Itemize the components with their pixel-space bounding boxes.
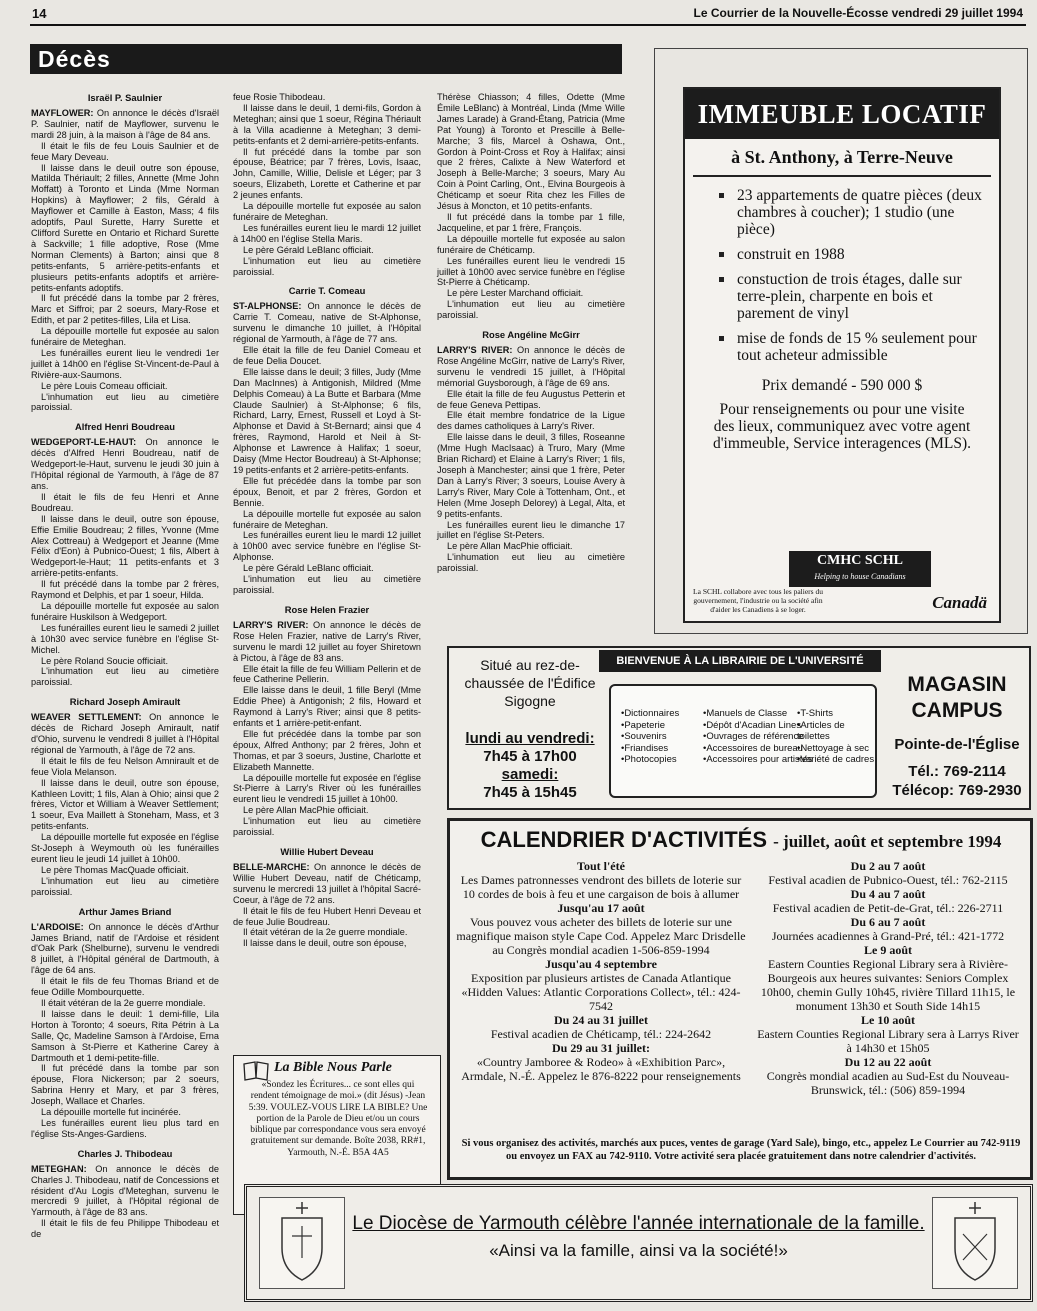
obituary-paragraph: Elle était la fille de feu Augustus Petterin et de feue Geneva Pettipas.: [437, 388, 625, 410]
magasin-campus-title: MAGASIN CAMPUS: [907, 673, 1007, 722]
weekday-label: lundi au vendredi:: [465, 730, 595, 747]
obituary-place: WEDGEPORT-LE-HAUT:: [31, 437, 137, 448]
obituary-paragraph: Il fut précédé dans la tombe par 1 fille, Jacqueline, et par 1 frère, François.: [437, 211, 625, 233]
bible-text: «Sondez les Écritures... ce sont elles qui rendent témoignage de moi.» (dit Jésus) -Jean 5:39. VOULEZ-VOUS LIRE LA BIBLE? Une portion de la Parole de Dieu et/ou un cours biblique par correspondance vous sera envoyé gratuitement sur demande. Boîte 2038, RR#1, Yarmouth, N.-É. B5A 4A5: [248, 1080, 428, 1158]
ad-divider: [693, 175, 991, 177]
obituary-paragraph: Il laisse dans le deuil, outre son épouse,: [243, 938, 407, 949]
obituary-place: LARRY'S RIVER:: [437, 345, 513, 356]
product-item: •Dictionnaires: [621, 708, 680, 719]
product-item: •Friandises: [621, 742, 669, 754]
event-description: Eastern Counties Regional Library sera à Rivière-Bourgeois aux heures suivantes: Seniors Complex 10h00, chemin Gully 10h45, rivière Tillard 11h15, le monument 13h30 et South Side 14h15: [760, 957, 1016, 1013]
obituary-paragraph: Le père Louis Comeau officiait.: [41, 380, 168, 391]
obituary-paragraph: Elle fut précédée dans la tombe par son époux, Benoit, et par 2 frères, Gordon et Bennie.: [233, 475, 421, 508]
obituary-paragraph: Il laisse dans le deuil outre son épouse, Matilda Thériault; 2 filles, Annette (Mme John Moffatt) à Toronto et Linda (Mme Norman Hopkins) à Mayflower; 2 fils, Gérald à Mayflower et Camille à Easton, Mass; 4 fils adoptifs, Paul Surette, Harry Surette et Clifford Surette en Ontario et Richard Surette à Sackville; 1 fille adoptive, Rose (Mme Norman Clements) à Barton; ainsi que 8 petits-enfants, 5 arrière-petits-enfants et plusieurs petits-enfants adoptifs et arrière-petits-enfants adoptifs.: [31, 162, 219, 293]
obituary-name: Willie Hubert Deveau: [280, 846, 374, 857]
obituary-paragraph: Elle fut précédée dans la tombe par son époux, Alfred Anthony; par 2 frères, John et Thomas, et par 3 soeurs, Justine, Charlotte et Elizabeth Mannette.: [233, 728, 421, 772]
ad-bullet: 23 appartements de quatre pièces (deux chambres à coucher); 1 studio (une pièce): [715, 187, 985, 238]
obituary-paragraph: Le père Gérald LeBlanc officiait.: [243, 244, 374, 255]
open-bible-icon: [242, 1060, 270, 1082]
event-date: Tout l'été: [577, 859, 625, 873]
ad-bullet: constuction de trois étages, dalle sur terre-plein, charpente en bois et parement de vinyl: [715, 271, 985, 322]
open-book-illustration: [609, 684, 877, 798]
obituary-paragraph: L'inhumation eut lieu au cimetière paroissial.: [437, 299, 625, 321]
section-title: Décès: [38, 46, 111, 72]
top-rule: [30, 24, 1026, 26]
immeuble-locatif-ad: [654, 48, 1028, 634]
event-description: Congrès mondial acadien au Sud-Est du Nouveau-Brunswick, tél.: (506) 859-1994: [766, 1069, 1010, 1097]
diocese-title: Le Diocèse de Yarmouth célèbre l'année internationale de la famille.: [352, 1213, 925, 1234]
event-date: Jusqu'au 17 août: [557, 901, 645, 915]
store-hours: [459, 730, 601, 802]
canada-wordmark: Canadä: [932, 593, 987, 612]
obituary-paragraph: Elle était la fille de feu Daniel Comeau et de feue Delia Doucet.: [233, 345, 421, 366]
obituary-paragraph: Elle laisse dans le deuil, 3 filles, Roseanne (Mme Hugh MacIsaac) à Truro, Mary (Mme Brian Richard) et Elaine à Larry's River; 1 fils, Joseph à Manchester; ainsi que 1 frère, Peter Dan à Larry's River; 3 soeurs, Louise Avery à Larry's River, Mary Cole à Tottenham, Ont., et Helen (Mme Joseph Delorey) à Legal, Alta, et 9 petits-enfants.: [437, 432, 625, 519]
obituary-paragraph: Elle était la fille de feu William Pellerin et de feue Catherine Pellerin.: [233, 663, 421, 685]
ad-subtitle: à St. Anthony, à Terre-Neuve: [731, 147, 953, 167]
obituary-paragraph: Le père Allan MacPhie officiait.: [447, 541, 573, 552]
event-date: Le 10 août: [861, 1013, 915, 1027]
product-item: •Souvenirs: [621, 731, 667, 742]
product-item: •Variété de cadres: [797, 754, 875, 765]
obituary-place: L'ARDOISE:: [31, 921, 84, 932]
obituary-paragraph: Il était vétéran de la 2e guerre mondiale.: [243, 927, 408, 938]
calendar-period: - juillet, août et septembre 1994: [773, 832, 1002, 851]
obituary-paragraph: Les funérailles eurent lieu le dimanche 17 juillet en l'église St-Peters.: [437, 519, 625, 541]
obituary-paragraph: L'inhumation eut lieu au cimetière paroissial.: [437, 552, 625, 574]
store-phones: [885, 762, 1029, 800]
cmhc-logo: [789, 551, 931, 587]
cmhc-wordmark: CMHC SCHL: [817, 553, 903, 568]
obituary-place: WEAVER SETTLEMENT:: [31, 712, 142, 723]
obituary-paragraph: Il laisse dans le deuil, 1 demi-fils, Gordon à Meteghan; ainsi que 1 soeur, Régina Thériault à la Villa acadienne à Meteghan; 3 demi-petits-enfants et 2 demi-arrière-petits-enfants.: [233, 102, 421, 146]
event-description: Festival acadien de Pubnico-Ouest, tél.: 762-2115: [768, 873, 1008, 887]
ad-bullet: construit en 1988: [715, 246, 985, 263]
product-list-a: [621, 708, 679, 766]
obituary-paragraph: Les funérailles eurent lieu le mardi 12 juillet à 10h00 avec service funèbre en l'église St-Alphonse.: [233, 530, 421, 563]
event-date: Du 6 au 7 août: [850, 915, 926, 929]
obituary-paragraph: ST-ALPHONSE: On annonce le décès de Carrie T. Comeau, native de St-Alphonse, survenu le dimanche 10 juillet, à l'Hôpital régional de Yarmouth, à l'âge de 77 ans.: [233, 301, 421, 345]
product-item: •Dépôt d'Acadian Lines: [703, 719, 802, 731]
ad-price: Prix demandé - 590 000 $: [761, 377, 923, 394]
diocese-banner: [244, 1184, 1033, 1302]
obituary-paragraph: WEDGEPORT-LE-HAUT: On annonce le décès d'Alfred Henri Boudreau, natif de Wedgeport-le-Haut, survenu le jeudi 30 juin à l'Hôpital régional de Yarmouth, à l'âge de 87 ans.: [31, 437, 219, 491]
section-bar: [30, 44, 622, 74]
saturday-hours: 7h45 à 15h45: [483, 784, 577, 801]
obituary-paragraph: Il fut précédé dans la tombe par son épouse, Béatrice; par 7 frères, Lovis, Isaac, John, Camille, Willie, Delisle et Léger; par 3 soeurs, Elizabeth, Lorette et Catherine et par 2 jeunes enfants.: [233, 146, 421, 201]
coat-of-arms-icon: [932, 1197, 1018, 1289]
schl-note: La SCHL collabore avec tous les paliers du gouvernement, l'industrie ou la société afin d'aider les Canadiens à se loger.: [693, 587, 823, 614]
cmhc-tagline: Helping to house Canadians: [814, 572, 906, 581]
obituary-paragraph: Le père Roland Soucie officiait.: [41, 655, 169, 666]
calendar-note: Si vous organisez des activités, marchés aux puces, ventes de garage (Yard Sale), bingo, etc., appelez Le Courrier au 742-9119 ou envoyez un FAX au 742-9110. Votre activité sera placée gratuitement dans notre calendrier d'activités.: [461, 1138, 1021, 1162]
obituary-paragraph: La dépouille mortelle fut exposée au salon funéraire Huskilson à Wedgeport.: [31, 600, 219, 622]
event-description: «Country Jamboree & Rodeo» à «Exhibition Parc», Armdale, N.-É. Appelez le 876-8222 pour renseignements: [461, 1055, 741, 1083]
obituary-column-3: [437, 92, 625, 574]
phone-number: Tél.: 769-2114: [908, 763, 1006, 780]
obituary-place: ST-ALPHONSE:: [233, 301, 302, 312]
store-address: Pointe-de-l'Église: [894, 736, 1020, 753]
obituary-name: Alfred Henri Boudreau: [74, 421, 175, 433]
product-item: •Manuels de Classe: [703, 708, 788, 719]
librairie-banner: BIENVENUE À LA LIBRAIRIE DE L'UNIVERSITÉ: [599, 650, 881, 672]
ad-bullet-list: [715, 187, 985, 372]
obituary-paragraph: MAYFLOWER: On annonce le décès d'Israël P. Saulnier, natif de Mayflower, survenu le mardi 28 juin, à la maison à l'âge de 84 ans.: [31, 108, 219, 140]
store-location: Situé au rez-de-chaussée de l'Édifice Sigogne: [464, 657, 596, 709]
obituary-place: BELLE-MARCHE:: [233, 862, 310, 872]
obituary-paragraph: La dépouille mortelle fut incinérée.: [41, 1107, 181, 1118]
ad-frame: [683, 87, 1001, 623]
obituary-column-2: [233, 92, 421, 949]
diocese-slogan: «Ainsi va la famille, ainsi va la société!»: [489, 1241, 788, 1260]
event-date: Du 2 au 7 août: [850, 859, 926, 873]
event-description: Festival acadien de Chéticamp, tél.: 224-2642: [490, 1027, 712, 1041]
obituary-paragraph: La dépouille mortelle fut exposée au salon funéraire de Meteghan.: [233, 508, 421, 530]
obituary-paragraph: Le père Lester Marchand officiait.: [447, 288, 584, 299]
obituary-place: MAYFLOWER:: [31, 108, 94, 118]
product-item: •Accessoires pour artistes: [703, 754, 813, 765]
obituary-paragraph: Elle était membre fondatrice de la Ligue des dames catholiques à Larry's River.: [437, 410, 625, 432]
product-item: •Nettoyage à sec: [797, 742, 869, 754]
obituary-paragraph: La dépouille mortelle fut exposée en l'église St-Pierre à Larry's River où les funérailles eurent lieu le vendredi 15 juillet à 10h00.: [233, 772, 421, 805]
obituary-paragraph: Il laisse dans le deuil, outre son épouse, Effie Emilie Boudreau; 2 filles, Yvonne (Mme Alex Cottreau) à Wedgeport et Jeanne (Mme Félix d'Eon) à Pubnico-Ouest; 1 fils, Albert à Wedgeport-le-Haut; 11 petits-enfants et 3 arrière-petits-enfants.: [31, 513, 219, 579]
obituary-paragraph: L'ARDOISE: On annonce le décès d'Arthur James Briand, natif de l'Ardoise et résident d'Oak Park (Shelburne), survenu le vendredi 8 juillet, à l'Hôpital général de Dartmouth, à l'âge de 64 ans.: [31, 921, 219, 976]
obituary-paragraph: BELLE-MARCHE: On annonce le décès de Willie Hubert Deveau, natif de Chéticamp, survenu le mercredi 13 juillet à l'hôpital Sacré-Coeur, à l'âge de 72 ans.: [233, 862, 421, 905]
weekday-hours: 7h45 à 17h00: [483, 748, 577, 765]
obituary-paragraph: METEGHAN: On annonce le décès de Charles J. Thibodeau, natif de Concessions et résident d'Au Logis d'Meteghan, survenu le mercredi 9 juillet, à l'Hôpital régional de Yarmouth, à l'âge de 83 ans.: [31, 1163, 219, 1218]
obituary-paragraph: Il était le fils de feu Louis Saulnier et de feue Mary Deveau.: [31, 140, 219, 162]
obituary-paragraph: LARRY'S RIVER: On annonce le décès de Rose Angéline McGirr, native de Larry's River, survenu le vendredi 15 juillet, à l'Hôpital mémorial Guysborough, à l'âge de 69 ans.: [437, 345, 625, 388]
obituary-paragraph: Il était le fils de feu Hubert Henri Deveau et de feue Julie Boudreau.: [233, 905, 421, 927]
obituary-paragraph: LARRY'S RIVER: On annonce le décès de Rose Helen Frazier, native de Larry's River, survenu le mardi 12 juillet au foyer Shiretown à Pictou, à l'âge de 83 ans.: [233, 619, 421, 663]
obituary-name: Charles J. Thibodeau: [77, 1147, 173, 1159]
event-description: Vous pouvez vous acheter des billets de loterie sur une magnifique maison style Cape Cod. Appelez Marc Drisdelle au Congrès mondial acadien 1-506-859-1994: [456, 915, 746, 957]
obituary-paragraph: Le père Allan MacPhie officiait.: [243, 805, 369, 816]
obituary-paragraph: Il fut précédé dans la tombe par 2 frères, Marc et Siffroi; par 2 soeurs, Mary-Rose et Edith, et par 2 petites-filles, Lila et Lisa.: [31, 293, 219, 326]
obituary-name: Israël P. Saulnier: [87, 92, 163, 103]
obituary-paragraph: L'inhumation eut lieu au cimetière paroissial.: [233, 816, 421, 838]
page-number: 14: [32, 6, 47, 21]
librairie-ad: [447, 646, 1031, 810]
obituary-paragraph: Il laisse dans le deuil, outre son épouse, Kathleen Lovitt; 1 fils, Alan à Ohio; ainsi que 2 frères, Victor et William à Weaver Settlement; 1 soeur, Eva Maillett à Stoneham, Mass, et 3 petits-enfants.: [31, 777, 219, 832]
obituary-paragraph: La dépouille mortelle fut exposée au salon funéraire de Chéticamp.: [437, 233, 625, 255]
obituary-paragraph: Il était le fils de feu Henri et Anne Boudreau.: [31, 491, 219, 513]
obituary-paragraph: L'inhumation eut lieu au cimetière paroissial.: [233, 574, 421, 595]
obituary-paragraph: Le père Thomas MacQuade officiait.: [41, 864, 189, 875]
obituary-paragraph: Il fut précédé dans la tombe par 2 frères, Raymond et Delphis, et par 1 soeur, Hilda.: [31, 579, 219, 601]
event-date: Du 24 au 31 juillet: [553, 1013, 648, 1027]
masthead: Le Courrier de la Nouvelle-Écosse vendredi 29 juillet 1994: [693, 6, 1023, 20]
obituary-name: Richard Joseph Amirault: [69, 696, 181, 708]
ad-title: IMMEUBLE LOCATIF: [685, 89, 999, 139]
bible-title: La Bible Nous Parle: [274, 1060, 392, 1075]
obituary-paragraph: La dépouille mortelle fut exposée en l'église St-Joseph à Weymouth où les funérailles eurent lieu le jeudi 14 juillet à 10h00.: [31, 832, 219, 864]
event-date: Jusqu'au 4 septembre: [545, 957, 657, 971]
obituary-paragraph: Il était le fils de feu Thomas Briand et de feue Odille Mombourquette.: [31, 976, 219, 998]
fax-number: Télécop: 769-2930: [892, 782, 1022, 799]
obituary-paragraph: L'inhumation eut lieu au cimetière paroissial.: [31, 666, 219, 688]
product-item: •Ouvrages de référence: [703, 731, 804, 742]
obituary-paragraph: L'inhumation eut lieu au cimetière paroissial.: [31, 875, 219, 897]
obituary-paragraph: Il était le fils de feu Philippe Thibodeau et de: [31, 1218, 219, 1240]
product-item: •Articles de toilettes: [797, 719, 845, 742]
obituary-place: METEGHAN:: [31, 1163, 87, 1174]
obituary-paragraph: feue Rosie Thibodeau.: [233, 92, 326, 102]
event-date: Du 12 au 22 août: [844, 1055, 932, 1069]
ad-contact: Pour renseignements ou pour une visite des lieux, communiquez avec votre agent d'immeuble, Service interagences (MLS).: [712, 401, 972, 452]
obituary-paragraph: Les funérailles eurent lieu le vendredi 15 juillet à 10h00 avec service funèbre en l'église St-Pierre à Chéticamp.: [437, 255, 625, 288]
obituary-paragraph: La dépouille mortelle fut exposée au salon funéraire de Meteghan.: [31, 326, 219, 348]
event-description: Les Dames patronnesses vendront des billets de loterie sur 10 cordes de bois à feu et une cargaison de bois à allumer: [460, 873, 742, 901]
product-item: •Photocopies: [621, 754, 677, 765]
product-list-c: [797, 708, 875, 766]
event-date: Du 4 au 7 août: [850, 887, 926, 901]
obituary-column-1: [31, 92, 219, 1240]
coat-of-arms-icon: [259, 1197, 345, 1289]
obituary-paragraph: Il laisse dans le deuil: 1 demi-fille, Lila Horton à Toronto; 4 soeurs, Rita Pétrin à La Salle, Qc, Madeline Samson à l'Ardoise, Erna Samson à St-Pierre et Katherine Carey à Dartmouth et 1 demi-petite-fille.: [31, 1008, 219, 1063]
obituary-paragraph: Thérèse Chiasson; 4 filles, Odette (Mme Émile LeBlanc) à Montréal, Linda (Mme Wille James Larade) à Grand-Étang, Patricia (Mme Pat Young) à Toronto et Prescille à Belle-Marche; 3 fils, Marcel à Oshawa, Ont., Gordon à Point-Cross et Roy à Halifax; ainsi que 2 frères, Calixte à New Waterford et Joseph à Belle-Marche; 3 soeurs, Mary Au Coin à Point Carling, Ont., Elvina Bourgeois à Chéticamp et soeur Rita chez les Filles de Jésus à Moncton, et 10 petits-enfants.: [437, 92, 625, 212]
calendar-left-column: [456, 859, 746, 1083]
obituary-paragraph: La dépouille mortelle fut exposée au salon funéraire de Meteghan.: [233, 201, 421, 222]
product-item: •Papeterie: [621, 719, 665, 731]
obituary-paragraph: Elle laisse dans le deuil; 3 filles, Judy (Mme Dan MacInnes) à Antigonish, Mildred (Mme Delphis Comeau) à La Butte et Barbara (Mme Claude Saulnier) à St-Alphonse; 6 fils, Richard, Larry, Ernest, Russell et Loyd à St-Alphonse et David à St-Bernard; ainsi que 4 frères, Raymond, Harold et Neil à St-Alphonse et Lawrence à Halifax; 1 soeur, Daisy (Mme Hector Boudreau) à St-Alphonse; 19 petits-enfants et 2 arrière-petits-enfants.: [233, 366, 421, 475]
event-description: Exposition par plusieurs artistes de Canada Atlantique «Hidden Values: Atlantic Corporations Collect», tél.: 424-7542: [461, 971, 741, 1013]
event-description: Eastern Counties Regional Library sera à Larrys River à 14h30 et 15h05: [757, 1027, 1019, 1055]
product-item: •T-Shirts: [797, 708, 834, 719]
calendrier-activites: [447, 818, 1033, 1180]
obituary-paragraph: Les funérailles eurent lieu le mardi 12 juillet à 14h00 en l'église Stella Maris.: [233, 222, 421, 244]
obituary-paragraph: L'inhumation eut lieu au cimetière paroissial.: [31, 391, 219, 413]
event-date: Du 29 au 31 juillet:: [551, 1041, 650, 1055]
obituary-paragraph: L'inhumation eut lieu au cimetière paroissial.: [233, 255, 421, 277]
obituary-place: LARRY'S RIVER:: [233, 619, 309, 630]
obituary-paragraph: Il était vétéran de la 2e guerre mondiale.: [41, 997, 206, 1008]
obituary-name: Rose Angéline McGirr: [482, 329, 580, 341]
obituary-name: Rose Helen Frazier: [284, 603, 370, 615]
calendar-title: CALENDRIER D'ACTIVITÉS - juillet, août et septembre 1994: [480, 827, 1002, 852]
calendar-right-column: [754, 859, 1022, 1097]
obituary-paragraph: Il était le fils de feu Nelson Amnirault et de feue Viola Melanson.: [31, 755, 219, 777]
event-date: Le 9 août: [864, 943, 912, 957]
saturday-label: samedi:: [501, 766, 559, 783]
obituary-name: Carrie T. Comeau: [288, 285, 366, 297]
obituary-paragraph: WEAVER SETTLEMENT: On annonce le décès de Richard Joseph Amirault, natif d'Ohio, survenu le vendredi 8 juillet à l'Hôpital régional de Yarmouth, à l'âge de 72 ans.: [31, 712, 219, 755]
obituary-paragraph: Il fut précédé dans la tombe par son épouse, Flora Nickerson; par 2 soeurs, Sabrina Henry et Mary, et par 3 frères, Joseph, Wallace et Charles.: [31, 1063, 219, 1107]
obituary-name: Arthur James Briand: [78, 905, 172, 917]
obituary-paragraph: Les funérailles eurent lieu plus tard en l'église Sts-Anges-Gardiens.: [31, 1117, 219, 1139]
obituary-paragraph: Elle laisse dans le deuil, 1 fille Beryl (Mme Eddie Phee) à Antigonish; 2 fils, Howard et Raymond à Larry's River; ainsi que 8 petits-enfants et 1 arrière-petit-enfant.: [233, 685, 421, 729]
obituary-paragraph: Les funérailles eurent lieu le vendredi 1er juillet à 14h00 en l'église St-Vincent-de-Paul à Rivière-aux-Saumons.: [31, 347, 219, 380]
product-item: •Accessoires de bureau: [703, 742, 803, 754]
ad-bullet: mise de fonds de 15 % seulement pour tout acheteur admissible: [715, 330, 985, 364]
event-description: Festival acadien de Petit-de-Grat, tél.: 226-2711: [772, 901, 1004, 915]
event-description: Journées acadiennes à Grand-Pré, tél.: 421-1772: [771, 929, 1005, 943]
obituary-paragraph: Les funérailles eurent lieu le samedi 2 juillet à 10h30 avec service funèbre en l'église St-Michel.: [31, 622, 219, 655]
obituary-paragraph: Le père Gérald LeBlanc officiait.: [243, 563, 374, 574]
